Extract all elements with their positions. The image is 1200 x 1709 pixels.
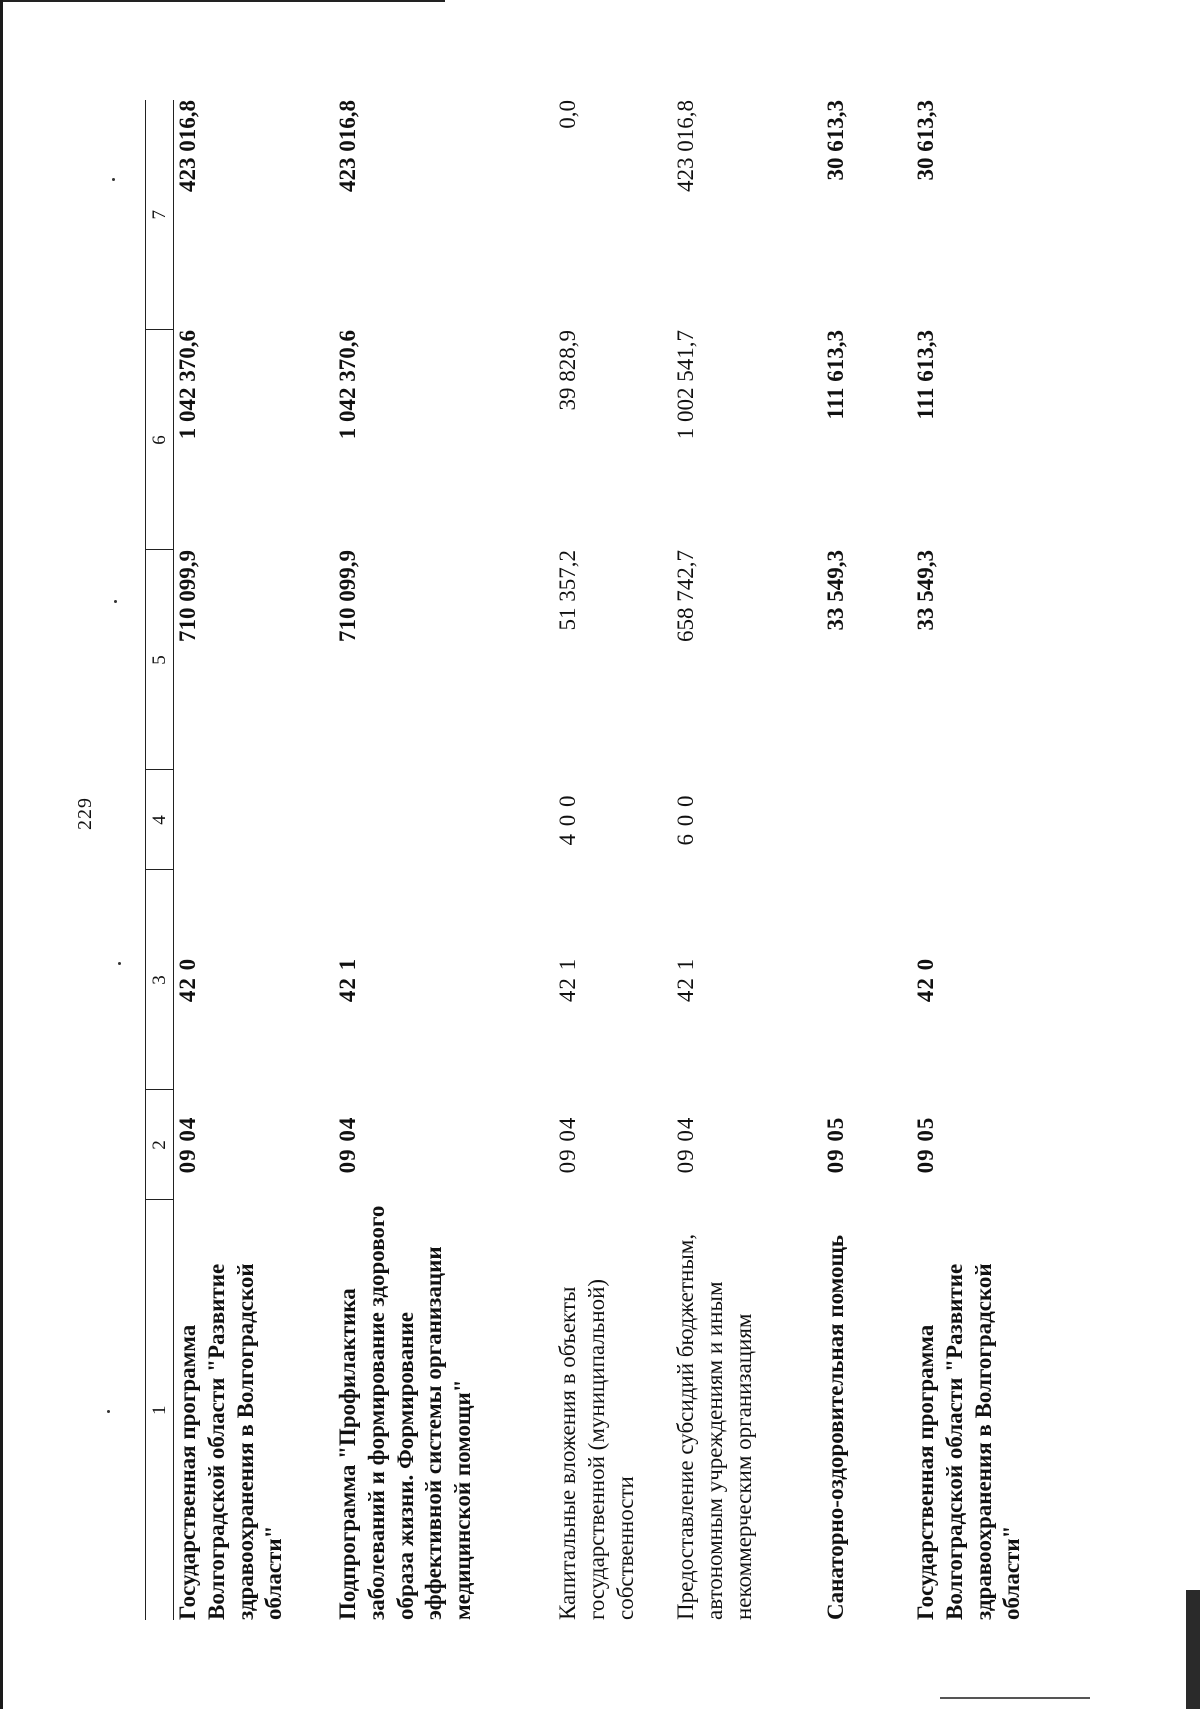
column-header: 7: [146, 100, 174, 330]
row-amount-5: 710 099,9: [335, 550, 360, 642]
row-name: Государственная программа Волгоградской области "Развитие здравоохранения в Волгоградской области": [913, 1263, 1025, 1620]
row-section-code: 09 04: [175, 1116, 200, 1174]
row-amount-7: 30 613,3: [823, 100, 848, 181]
rotated-table-container: [145, 100, 1155, 1620]
row-name: Капитальные вложения в объекты государственной (муниципальной) собственности: [555, 1278, 638, 1620]
table-row: [554, 100, 672, 1620]
row-section-code: 09 04: [673, 1116, 698, 1174]
row-amount-7: 423 016,8: [335, 100, 360, 192]
row-amount-6: 111 613,3: [913, 330, 938, 420]
column-header: 5: [146, 550, 174, 770]
row-amount-5: 710 099,9: [175, 550, 200, 642]
table-row: [334, 100, 554, 1620]
column-header: 3: [146, 870, 174, 1090]
row-name: Предоставление субсидий бюджетным, автономным учреждениям и иным некоммерческим организациям: [673, 1233, 756, 1620]
scan-speck: [112, 178, 115, 181]
row-section-code: 09 05: [913, 1116, 938, 1174]
table-row: [672, 100, 822, 1620]
scan-speck: [118, 962, 121, 965]
row-amount-7: 30 613,3: [913, 100, 938, 181]
row-amount-6: 1 002 541,7: [673, 330, 698, 440]
row-amount-6: 111 613,3: [823, 330, 848, 420]
column-header: 6: [146, 330, 174, 550]
row-amount-6: 1 042 370,6: [335, 330, 360, 440]
row-section-code: 09 04: [555, 1116, 580, 1174]
row-expense-type: [912, 770, 1102, 870]
column-header: 1: [146, 1200, 174, 1620]
row-amount-6: 39 828,9: [555, 330, 580, 411]
row-program-code: 42 1: [555, 957, 580, 1003]
row-amount-7: 423 016,8: [175, 100, 200, 192]
row-name: Санаторно-оздоровительная помощь: [823, 1234, 848, 1620]
budget-table: [145, 100, 1102, 1620]
table-header-row: [146, 100, 174, 1620]
row-expense-type: 6 0 0: [673, 794, 698, 846]
column-header: 2: [146, 1090, 174, 1200]
scan-speck: [114, 600, 117, 603]
scan-speck: [107, 1410, 110, 1413]
row-amount-7: 0,0: [555, 100, 580, 129]
row-program-code: 42 1: [673, 957, 698, 1003]
row-expense-type: [334, 770, 554, 870]
table-row: [912, 100, 1102, 1620]
table-row: [822, 100, 912, 1620]
row-amount-7: 423 016,8: [673, 100, 698, 192]
row-amount-5: 51 357,2: [555, 550, 580, 631]
scan-edge-top: [0, 0, 445, 2]
column-header: 4: [146, 770, 174, 870]
row-expense-type: 4 0 0: [555, 794, 580, 846]
row-program-code: 42 0: [913, 957, 938, 1003]
scan-edge-bottom: [940, 1697, 1090, 1699]
row-amount-5: 33 549,3: [913, 550, 938, 631]
row-program-code: 42 0: [175, 957, 200, 1003]
row-expense-type: [822, 770, 912, 870]
row-amount-5: 658 742,7: [673, 550, 698, 642]
row-section-code: 09 05: [823, 1116, 848, 1174]
row-name: Государственная программа Волгоградской области "Развитие здравоохранения в Волгоградской области": [175, 1263, 287, 1620]
row-section-code: 09 04: [335, 1116, 360, 1174]
table-row: [174, 100, 335, 1620]
row-expense-type: [174, 770, 335, 870]
row-program-code: [822, 870, 912, 1090]
row-amount-6: 1 042 370,6: [175, 330, 200, 440]
scan-edge-left: [0, 0, 3, 1709]
scan-edge-right: [1186, 1590, 1200, 1709]
page-number: 229: [74, 797, 96, 830]
row-name: Подпрограмма "Профилактика заболеваний и формирование здорового образа жизни. Формирование эффективной системы организации медицинской помощи": [335, 1205, 475, 1620]
row-program-code: 42 1: [335, 957, 360, 1003]
row-amount-5: 33 549,3: [823, 550, 848, 631]
